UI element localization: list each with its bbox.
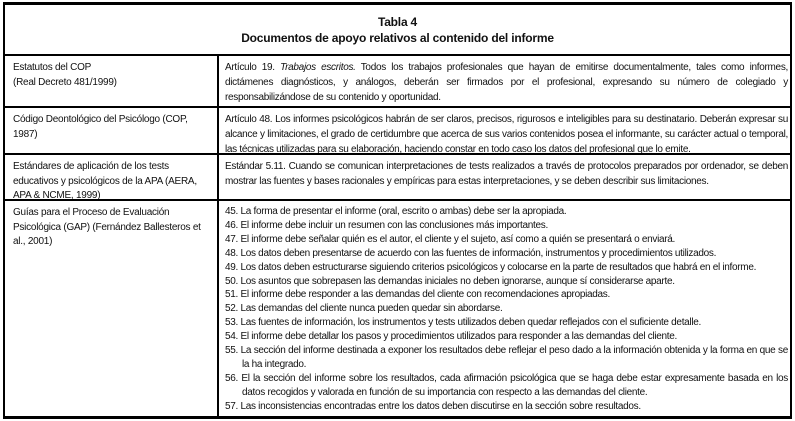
guideline-item (225, 372, 788, 400)
item-text: El informe debe señalar quién es el autor, el cliente y el sujeto, así como a quién se presentará o enviará. (240, 233, 676, 245)
table-header (5, 5, 790, 56)
item-text: El la sección del informe sobre los resultados, cada afirmación psicológica que se haga debe estar expresamente basada en los datos recogidos y valorada en función de su importancia con respecto a las demandas del cliente. (241, 372, 788, 398)
table-row (5, 108, 790, 155)
item-number: 49. (225, 261, 241, 273)
item-text: Las fuentes de información, los instrumentos y tests utilizados deben quedar reflejados con el suficiente detalle. (240, 317, 702, 329)
item-text: El informe debe detallar los pasos y procedimientos utilizados para responder a las demandas del cliente. (240, 331, 678, 343)
guideline-item (225, 233, 788, 247)
source-reference: (Real Decreto 481/1999) (13, 76, 117, 88)
guideline-item (225, 205, 788, 219)
item-number: 50. (225, 275, 241, 287)
content-cell (219, 108, 790, 153)
guideline-item (225, 275, 788, 289)
source-name: Estatutos del COP (13, 62, 92, 73)
table-row (5, 155, 790, 201)
article-text: Artículo 48. Los informes psicológicos habrán de ser claros, precisos, rigurosos e inteligibles para su destinatario. Deberán expresar su alcance y limitaciones, el grado de certidumbre que acerca de sus varios contenidos posea el informante, su carácter actual o temporal, las técnicas utilizadas para su elaboración, haciendo constar en todo caso los datos del profesional que lo emite. (225, 114, 788, 153)
source-name: Estándares de aplicación de los tests educativos y psicológicos de la APA (AERA, APA & NCME, 1999) (13, 161, 197, 199)
item-number: 53. (225, 317, 241, 329)
item-text: Los datos deben estructurarse siguiendo criterios psicológicos y colocarse en la parte de resultados que habrá en el informe. (240, 261, 757, 273)
item-text: La sección del informe destinada a exponer los resultados debe reflejar el peso dado a la información obtenida y la forma en que se la ha integrado. (240, 345, 788, 370)
item-number: 48. (225, 247, 241, 259)
guideline-item (225, 400, 788, 414)
content-cell (219, 56, 790, 106)
guideline-item (225, 302, 788, 316)
item-number: 54. (225, 331, 241, 343)
guideline-item (225, 261, 788, 275)
item-text: El informe debe responder a las demandas del cliente con recomendaciones apropiadas. (240, 289, 610, 301)
item-text: Las inconsistencias encontradas entre los datos deben discutirse en la sección sobre resultados. (240, 400, 641, 412)
table-subtitle: Documentos de apoyo relativos al contenido del informe (241, 31, 554, 45)
source-cell (5, 155, 219, 199)
item-text: Los datos deben presentarse de acuerdo con las fuentes de información, instrumentos y procedimientos utilizados. (240, 247, 717, 259)
source-cell (5, 108, 219, 153)
guideline-item (225, 330, 788, 344)
item-text: El informe debe incluir un resumen con las conclusiones más importantes. (240, 219, 548, 231)
item-text: Las demandas del cliente nunca pueden quedar sin abordarse. (240, 303, 503, 315)
table-row (5, 201, 790, 416)
item-number: 56. (225, 372, 242, 384)
item-text: Los asuntos que sobrepasen las demandas iniciales no deben ignorarse, aunque sí considerarse aparte. (240, 275, 675, 287)
item-number: 46. (225, 219, 241, 231)
source-cell (5, 56, 219, 106)
guideline-item (225, 219, 788, 233)
guideline-item (225, 344, 788, 372)
content-cell (219, 155, 790, 199)
item-number: 52. (225, 303, 241, 315)
source-cell (5, 201, 219, 416)
guideline-item (225, 288, 788, 302)
table-row (5, 56, 790, 108)
document-table (3, 2, 792, 419)
content-cell (219, 201, 790, 416)
article-text: Todos los trabajos profesionales que hayan de emitirse documentalmente, tales como informes, dictámenes diagnósticos, y análogos, deberán ser firmados por el profesional, expresando su número de colegiado y responsabilizándose de su contenido y oportunidad. (225, 62, 788, 103)
source-name: Guías para el Proceso de Evaluación Psicológica (GAP) (Fernández Ballesteros et al., 2001) (13, 207, 201, 247)
article-text: Estándar 5.11. Cuando se comunican interpretaciones de tests realizados a través de protocolos preparados por ordenador, se deben mostrar las fuentes y bases racionales y empíricas para estas interpretaciones, y se deben describir sus limitaciones. (225, 161, 788, 187)
source-name: Código Deontológico del Psicólogo (COP, 1987) (13, 114, 188, 140)
table-title: Tabla 4 (377, 15, 418, 29)
item-number: 45. (225, 206, 241, 217)
item-number: 47. (225, 233, 241, 245)
guideline-item (225, 247, 788, 261)
item-number: 51. (225, 289, 241, 301)
item-number: 57. (225, 400, 241, 412)
item-number: 55. (225, 345, 241, 357)
article-title-italic: Trabajos escritos. (280, 62, 356, 73)
article-label: Artículo 19. (225, 62, 281, 73)
item-text: La forma de presentar el informe (oral, escrito o ambas) debe ser la apropiada. (240, 206, 567, 217)
guideline-item (225, 316, 788, 330)
